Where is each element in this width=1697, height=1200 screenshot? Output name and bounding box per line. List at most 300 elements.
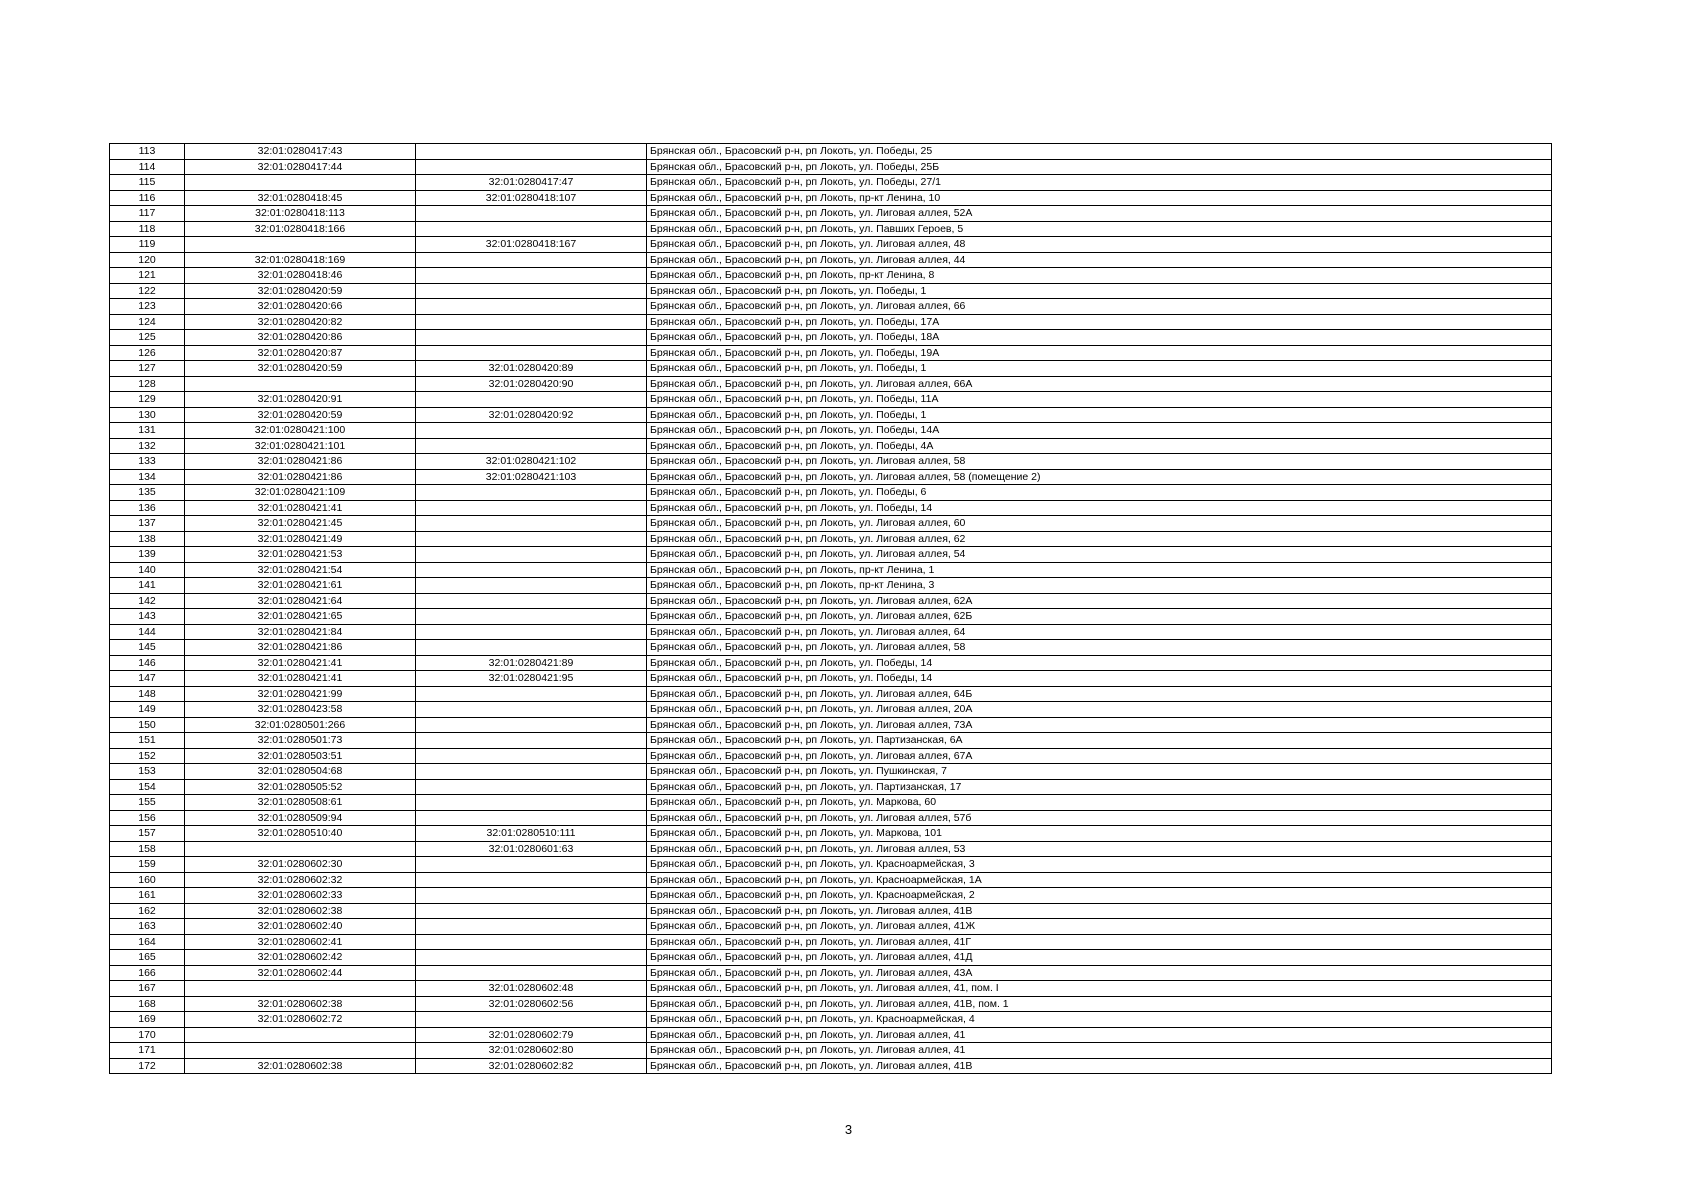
- related-cadastral-number-cell: 32:01:0280510:111: [416, 826, 647, 842]
- related-cadastral-number-cell: [416, 330, 647, 346]
- table-row: [110, 934, 1552, 950]
- address-cell: Брянская обл., Брасовский р-н, рп Локоть, пр-кт Ленина, 1: [647, 562, 1552, 578]
- table-row: [110, 407, 1552, 423]
- row-number-cell: 153: [110, 764, 185, 780]
- row-number-cell: 155: [110, 795, 185, 811]
- related-cadastral-number-cell: 32:01:0280421:89: [416, 655, 647, 671]
- related-cadastral-number-cell: 32:01:0280418:167: [416, 237, 647, 253]
- table-row: [110, 593, 1552, 609]
- related-cadastral-number-cell: [416, 283, 647, 299]
- table-row: [110, 655, 1552, 671]
- table-row: [110, 206, 1552, 222]
- row-number-cell: 168: [110, 996, 185, 1012]
- related-cadastral-number-cell: [416, 934, 647, 950]
- table-row: [110, 702, 1552, 718]
- address-cell: Брянская обл., Брасовский р-н, рп Локоть, ул. Лиговая аллея, 58: [647, 640, 1552, 656]
- table-row: [110, 252, 1552, 268]
- address-cell: Брянская обл., Брасовский р-н, рп Локоть, ул. Лиговая аллея, 66: [647, 299, 1552, 315]
- row-number-cell: 170: [110, 1027, 185, 1043]
- table-row: [110, 562, 1552, 578]
- related-cadastral-number-cell: [416, 872, 647, 888]
- table-row: [110, 888, 1552, 904]
- related-cadastral-number-cell: [416, 733, 647, 749]
- cadastral-number-cell: 32:01:0280417:43: [185, 144, 416, 160]
- row-number-cell: 135: [110, 485, 185, 501]
- cadastral-number-cell: 32:01:0280420:66: [185, 299, 416, 315]
- related-cadastral-number-cell: [416, 423, 647, 439]
- table-row: [110, 857, 1552, 873]
- cadastral-number-cell: 32:01:0280418:45: [185, 190, 416, 206]
- related-cadastral-number-cell: 32:01:0280602:56: [416, 996, 647, 1012]
- table-row: [110, 810, 1552, 826]
- table-row: [110, 671, 1552, 687]
- address-cell: Брянская обл., Брасовский р-н, рп Локоть, ул. Лиговая аллея, 41В: [647, 903, 1552, 919]
- row-number-cell: 141: [110, 578, 185, 594]
- row-number-cell: 169: [110, 1012, 185, 1028]
- cadastral-number-cell: 32:01:0280509:94: [185, 810, 416, 826]
- address-cell: Брянская обл., Брасовский р-н, рп Локоть, ул. Красноармейская, 1А: [647, 872, 1552, 888]
- address-cell: Брянская обл., Брасовский р-н, рп Локоть, ул. Лиговая аллея, 41: [647, 1027, 1552, 1043]
- cadastral-number-cell: [185, 237, 416, 253]
- related-cadastral-number-cell: 32:01:0280420:89: [416, 361, 647, 377]
- row-number-cell: 129: [110, 392, 185, 408]
- related-cadastral-number-cell: 32:01:0280602:82: [416, 1058, 647, 1074]
- cadastral-number-cell: 32:01:0280420:59: [185, 361, 416, 377]
- cadastral-number-cell: 32:01:0280602:41: [185, 934, 416, 950]
- table-row: [110, 485, 1552, 501]
- row-number-cell: 161: [110, 888, 185, 904]
- cadastral-number-cell: 32:01:0280421:54: [185, 562, 416, 578]
- related-cadastral-number-cell: 32:01:0280420:90: [416, 376, 647, 392]
- table-row: [110, 981, 1552, 997]
- table-row: [110, 330, 1552, 346]
- table-row: [110, 624, 1552, 640]
- row-number-cell: 137: [110, 516, 185, 532]
- cadastral-number-cell: 32:01:0280501:73: [185, 733, 416, 749]
- cadastral-number-cell: [185, 376, 416, 392]
- related-cadastral-number-cell: [416, 299, 647, 315]
- address-cell: Брянская обл., Брасовский р-н, рп Локоть, ул. Лиговая аллея, 41Д: [647, 950, 1552, 966]
- row-number-cell: 126: [110, 345, 185, 361]
- cadastral-number-cell: 32:01:0280602:44: [185, 965, 416, 981]
- related-cadastral-number-cell: [416, 764, 647, 780]
- table-row: [110, 748, 1552, 764]
- address-cell: Брянская обл., Брасовский р-н, рп Локоть, ул. Маркова, 60: [647, 795, 1552, 811]
- row-number-cell: 145: [110, 640, 185, 656]
- related-cadastral-number-cell: [416, 702, 647, 718]
- related-cadastral-number-cell: [416, 950, 647, 966]
- related-cadastral-number-cell: 32:01:0280417:47: [416, 175, 647, 191]
- cadastral-number-cell: 32:01:0280421:99: [185, 686, 416, 702]
- table-row: [110, 531, 1552, 547]
- address-cell: Брянская обл., Брасовский р-н, рп Локоть, ул. Лиговая аллея, 62: [647, 531, 1552, 547]
- address-cell: Брянская обл., Брасовский р-н, рп Локоть, ул. Лиговая аллея, 53: [647, 841, 1552, 857]
- cadastral-number-cell: 32:01:0280421:61: [185, 578, 416, 594]
- related-cadastral-number-cell: [416, 547, 647, 563]
- address-cell: Брянская обл., Брасовский р-н, рп Локоть, пр-кт Ленина, 10: [647, 190, 1552, 206]
- table-row: [110, 779, 1552, 795]
- related-cadastral-number-cell: 32:01:0280602:80: [416, 1043, 647, 1059]
- table-row: [110, 609, 1552, 625]
- row-number-cell: 122: [110, 283, 185, 299]
- related-cadastral-number-cell: 32:01:0280602:79: [416, 1027, 647, 1043]
- cadastral-number-cell: 32:01:0280602:72: [185, 1012, 416, 1028]
- cadastral-number-cell: 32:01:0280420:87: [185, 345, 416, 361]
- row-number-cell: 114: [110, 159, 185, 175]
- table-row: [110, 903, 1552, 919]
- related-cadastral-number-cell: 32:01:0280418:107: [416, 190, 647, 206]
- row-number-cell: 163: [110, 919, 185, 935]
- row-number-cell: 115: [110, 175, 185, 191]
- table-row: [110, 872, 1552, 888]
- address-cell: Брянская обл., Брасовский р-н, рп Локоть, ул. Лиговая аллея, 57б: [647, 810, 1552, 826]
- table-row: [110, 283, 1552, 299]
- related-cadastral-number-cell: [416, 919, 647, 935]
- cadastral-number-cell: [185, 1043, 416, 1059]
- address-cell: Брянская обл., Брасовский р-н, рп Локоть, ул. Лиговая аллея, 66А: [647, 376, 1552, 392]
- address-cell: Брянская обл., Брасовский р-н, рп Локоть, ул. Лиговая аллея, 58: [647, 454, 1552, 470]
- address-cell: Брянская обл., Брасовский р-н, рп Локоть, ул. Лиговая аллея, 64: [647, 624, 1552, 640]
- row-number-cell: 130: [110, 407, 185, 423]
- cadastral-number-cell: 32:01:0280420:91: [185, 392, 416, 408]
- table-row: [110, 1012, 1552, 1028]
- cadastral-number-cell: 32:01:0280602:40: [185, 919, 416, 935]
- related-cadastral-number-cell: [416, 392, 647, 408]
- related-cadastral-number-cell: 32:01:0280420:92: [416, 407, 647, 423]
- related-cadastral-number-cell: [416, 748, 647, 764]
- table-row: [110, 454, 1552, 470]
- cadastral-number-cell: 32:01:0280602:38: [185, 903, 416, 919]
- address-cell: Брянская обл., Брасовский р-н, рп Локоть, ул. Лиговая аллея, 52А: [647, 206, 1552, 222]
- cadastral-number-cell: 32:01:0280418:113: [185, 206, 416, 222]
- address-cell: Брянская обл., Брасовский р-н, рп Локоть, ул. Победы, 14: [647, 500, 1552, 516]
- cadastral-number-cell: 32:01:0280420:59: [185, 407, 416, 423]
- address-cell: Брянская обл., Брасовский р-н, рп Локоть, ул. Победы, 6: [647, 485, 1552, 501]
- row-number-cell: 159: [110, 857, 185, 873]
- row-number-cell: 119: [110, 237, 185, 253]
- related-cadastral-number-cell: [416, 500, 647, 516]
- address-cell: Брянская обл., Брасовский р-н, рп Локоть, ул. Лиговая аллея, 62А: [647, 593, 1552, 609]
- related-cadastral-number-cell: [416, 268, 647, 284]
- cadastral-number-cell: 32:01:0280421:101: [185, 438, 416, 454]
- address-cell: Брянская обл., Брасовский р-н, рп Локоть, ул. Лиговая аллея, 41В: [647, 1058, 1552, 1074]
- row-number-cell: 152: [110, 748, 185, 764]
- row-number-cell: 142: [110, 593, 185, 609]
- cadastral-number-cell: 32:01:0280421:100: [185, 423, 416, 439]
- address-cell: Брянская обл., Брасовский р-н, рп Локоть, ул. Победы, 1: [647, 361, 1552, 377]
- address-cell: Брянская обл., Брасовский р-н, рп Локоть, ул. Лиговая аллея, 64Б: [647, 686, 1552, 702]
- address-cell: Брянская обл., Брасовский р-н, рп Локоть, ул. Победы, 25: [647, 144, 1552, 160]
- address-cell: Брянская обл., Брасовский р-н, рп Локоть, ул. Партизанская, 6А: [647, 733, 1552, 749]
- cadastral-number-cell: 32:01:0280421:45: [185, 516, 416, 532]
- cadastral-number-cell: 32:01:0280602:38: [185, 996, 416, 1012]
- table-row: [110, 1058, 1552, 1074]
- table-row: [110, 299, 1552, 315]
- cadastral-number-cell: 32:01:0280417:44: [185, 159, 416, 175]
- cadastral-number-cell: 32:01:0280504:68: [185, 764, 416, 780]
- related-cadastral-number-cell: [416, 206, 647, 222]
- cadastral-number-cell: 32:01:0280508:61: [185, 795, 416, 811]
- table-row: [110, 159, 1552, 175]
- cadastral-number-cell: [185, 841, 416, 857]
- related-cadastral-number-cell: [416, 144, 647, 160]
- address-cell: Брянская обл., Брасовский р-н, рп Локоть, ул. Лиговая аллея, 58 (помещение 2): [647, 469, 1552, 485]
- address-cell: Брянская обл., Брасовский р-н, рп Локоть, ул. Лиговая аллея, 62Б: [647, 609, 1552, 625]
- cadastral-number-cell: 32:01:0280505:52: [185, 779, 416, 795]
- table-row: [110, 950, 1552, 966]
- table-row: [110, 547, 1552, 563]
- address-cell: Брянская обл., Брасовский р-н, рп Локоть, ул. Лиговая аллея, 41: [647, 1043, 1552, 1059]
- table-row: [110, 500, 1552, 516]
- row-number-cell: 171: [110, 1043, 185, 1059]
- row-number-cell: 165: [110, 950, 185, 966]
- address-cell: Брянская обл., Брасовский р-н, рп Локоть, ул. Победы, 19А: [647, 345, 1552, 361]
- row-number-cell: 144: [110, 624, 185, 640]
- table-row: [110, 733, 1552, 749]
- table-row: [110, 392, 1552, 408]
- table-row: [110, 826, 1552, 842]
- row-number-cell: 143: [110, 609, 185, 625]
- cadastral-number-cell: 32:01:0280602:38: [185, 1058, 416, 1074]
- table-body: [110, 144, 1552, 1074]
- address-cell: Брянская обл., Брасовский р-н, рп Локоть, ул. Красноармейская, 2: [647, 888, 1552, 904]
- table-row: [110, 919, 1552, 935]
- address-cell: Брянская обл., Брасовский р-н, рп Локоть, ул. Лиговая аллея, 43А: [647, 965, 1552, 981]
- address-cell: Брянская обл., Брасовский р-н, рп Локоть, ул. Лиговая аллея, 48: [647, 237, 1552, 253]
- row-number-cell: 118: [110, 221, 185, 237]
- row-number-cell: 128: [110, 376, 185, 392]
- row-number-cell: 149: [110, 702, 185, 718]
- related-cadastral-number-cell: 32:01:0280601:63: [416, 841, 647, 857]
- related-cadastral-number-cell: [416, 578, 647, 594]
- row-number-cell: 136: [110, 500, 185, 516]
- related-cadastral-number-cell: [416, 221, 647, 237]
- table-row: [110, 438, 1552, 454]
- cadastral-number-cell: 32:01:0280421:109: [185, 485, 416, 501]
- address-cell: Брянская обл., Брасовский р-н, рп Локоть, ул. Победы, 14: [647, 655, 1552, 671]
- cadastral-number-cell: 32:01:0280421:49: [185, 531, 416, 547]
- address-cell: Брянская обл., Брасовский р-н, рп Локоть, ул. Победы, 25Б: [647, 159, 1552, 175]
- table-row: [110, 578, 1552, 594]
- cadastral-number-cell: 32:01:0280421:41: [185, 500, 416, 516]
- address-cell: Брянская обл., Брасовский р-н, рп Локоть, ул. Маркова, 101: [647, 826, 1552, 842]
- address-cell: Брянская обл., Брасовский р-н, рп Локоть, ул. Лиговая аллея, 41В, пом. 1: [647, 996, 1552, 1012]
- cadastral-number-cell: 32:01:0280602:42: [185, 950, 416, 966]
- row-number-cell: 120: [110, 252, 185, 268]
- row-number-cell: 162: [110, 903, 185, 919]
- table-row: [110, 841, 1552, 857]
- page-number: 3: [844, 1122, 853, 1137]
- cadastral-number-cell: 32:01:0280421:64: [185, 593, 416, 609]
- row-number-cell: 113: [110, 144, 185, 160]
- row-number-cell: 116: [110, 190, 185, 206]
- related-cadastral-number-cell: [416, 857, 647, 873]
- row-number-cell: 124: [110, 314, 185, 330]
- table-row: [110, 516, 1552, 532]
- cadastral-number-cell: 32:01:0280421:84: [185, 624, 416, 640]
- row-number-cell: 160: [110, 872, 185, 888]
- row-number-cell: 151: [110, 733, 185, 749]
- row-number-cell: 132: [110, 438, 185, 454]
- related-cadastral-number-cell: [416, 438, 647, 454]
- cadastral-number-cell: 32:01:0280421:65: [185, 609, 416, 625]
- row-number-cell: 166: [110, 965, 185, 981]
- address-cell: Брянская обл., Брасовский р-н, рп Локоть, ул. Красноармейская, 4: [647, 1012, 1552, 1028]
- address-cell: Брянская обл., Брасовский р-н, рп Локоть, ул. Партизанская, 17: [647, 779, 1552, 795]
- related-cadastral-number-cell: [416, 795, 647, 811]
- address-cell: Брянская обл., Брасовский р-н, рп Локоть, ул. Победы, 14: [647, 671, 1552, 687]
- row-number-cell: 154: [110, 779, 185, 795]
- related-cadastral-number-cell: [416, 640, 647, 656]
- related-cadastral-number-cell: [416, 888, 647, 904]
- table-row: [110, 764, 1552, 780]
- address-cell: Брянская обл., Брасовский р-н, рп Локоть, пр-кт Ленина, 3: [647, 578, 1552, 594]
- related-cadastral-number-cell: 32:01:0280602:48: [416, 981, 647, 997]
- cadastral-number-cell: 32:01:0280421:41: [185, 671, 416, 687]
- row-number-cell: 164: [110, 934, 185, 950]
- address-cell: Брянская обл., Брасовский р-н, рп Локоть, ул. Победы, 11А: [647, 392, 1552, 408]
- address-cell: Брянская обл., Брасовский р-н, рп Локоть, ул. Лиговая аллея, 41Г: [647, 934, 1552, 950]
- row-number-cell: 156: [110, 810, 185, 826]
- cadastral-number-cell: 32:01:0280501:266: [185, 717, 416, 733]
- address-cell: Брянская обл., Брасовский р-н, рп Локоть, ул. Лиговая аллея, 41Ж: [647, 919, 1552, 935]
- related-cadastral-number-cell: [416, 531, 647, 547]
- related-cadastral-number-cell: [416, 717, 647, 733]
- row-number-cell: 139: [110, 547, 185, 563]
- table-row: [110, 237, 1552, 253]
- table-row: [110, 717, 1552, 733]
- related-cadastral-number-cell: [416, 516, 647, 532]
- address-cell: Брянская обл., Брасовский р-н, рп Локоть, ул. Победы, 17А: [647, 314, 1552, 330]
- table-row: [110, 190, 1552, 206]
- address-cell: Брянская обл., Брасовский р-н, рп Локоть, ул. Лиговая аллея, 41, пом. I: [647, 981, 1552, 997]
- related-cadastral-number-cell: [416, 593, 647, 609]
- address-cell: Брянская обл., Брасовский р-н, рп Локоть, ул. Победы, 18А: [647, 330, 1552, 346]
- address-cell: Брянская обл., Брасовский р-н, рп Локоть, ул. Победы, 4А: [647, 438, 1552, 454]
- table-row: [110, 144, 1552, 160]
- table-row: [110, 965, 1552, 981]
- row-number-cell: 148: [110, 686, 185, 702]
- row-number-cell: 125: [110, 330, 185, 346]
- table-row: [110, 376, 1552, 392]
- related-cadastral-number-cell: [416, 903, 647, 919]
- cadastral-number-cell: 32:01:0280602:32: [185, 872, 416, 888]
- related-cadastral-number-cell: [416, 314, 647, 330]
- table-row: [110, 996, 1552, 1012]
- cadastral-number-cell: 32:01:0280421:53: [185, 547, 416, 563]
- cadastral-number-cell: 32:01:0280421:86: [185, 640, 416, 656]
- table-row: [110, 423, 1552, 439]
- row-number-cell: 167: [110, 981, 185, 997]
- cadastral-number-cell: 32:01:0280418:166: [185, 221, 416, 237]
- address-cell: Брянская обл., Брасовский р-н, рп Локоть, ул. Победы, 27/1: [647, 175, 1552, 191]
- table-row: [110, 795, 1552, 811]
- related-cadastral-number-cell: 32:01:0280421:95: [416, 671, 647, 687]
- row-number-cell: 138: [110, 531, 185, 547]
- related-cadastral-number-cell: [416, 345, 647, 361]
- row-number-cell: 134: [110, 469, 185, 485]
- row-number-cell: 158: [110, 841, 185, 857]
- row-number-cell: 121: [110, 268, 185, 284]
- row-number-cell: 117: [110, 206, 185, 222]
- row-number-cell: 131: [110, 423, 185, 439]
- address-cell: Брянская обл., Брасовский р-н, рп Локоть, ул. Лиговая аллея, 44: [647, 252, 1552, 268]
- cadastral-number-cell: [185, 981, 416, 997]
- table-row: [110, 686, 1552, 702]
- address-cell: Брянская обл., Брасовский р-н, рп Локоть, ул. Победы, 1: [647, 283, 1552, 299]
- table-row: [110, 175, 1552, 191]
- cadastral-number-cell: [185, 1027, 416, 1043]
- cadastral-number-cell: [185, 175, 416, 191]
- cadastral-number-cell: 32:01:0280420:59: [185, 283, 416, 299]
- cadastral-number-cell: 32:01:0280423:58: [185, 702, 416, 718]
- address-cell: Брянская обл., Брасовский р-н, рп Локоть, ул. Лиговая аллея, 67А: [647, 748, 1552, 764]
- cadastral-number-cell: 32:01:0280421:86: [185, 469, 416, 485]
- row-number-cell: 150: [110, 717, 185, 733]
- related-cadastral-number-cell: [416, 965, 647, 981]
- cadastral-number-cell: 32:01:0280510:40: [185, 826, 416, 842]
- address-cell: Брянская обл., Брасовский р-н, рп Локоть, ул. Лиговая аллея, 60: [647, 516, 1552, 532]
- address-cell: Брянская обл., Брасовский р-н, рп Локоть, ул. Лиговая аллея, 20А: [647, 702, 1552, 718]
- related-cadastral-number-cell: [416, 562, 647, 578]
- cadastral-number-cell: 32:01:0280503:51: [185, 748, 416, 764]
- table-row: [110, 640, 1552, 656]
- address-cell: Брянская обл., Брасовский р-н, рп Локоть, ул. Лиговая аллея, 54: [647, 547, 1552, 563]
- related-cadastral-number-cell: [416, 686, 647, 702]
- address-cell: Брянская обл., Брасовский р-н, рп Локоть, ул. Красноармейская, 3: [647, 857, 1552, 873]
- address-cell: Брянская обл., Брасовский р-н, рп Локоть, ул. Лиговая аллея, 73А: [647, 717, 1552, 733]
- cadastral-number-cell: 32:01:0280418:46: [185, 268, 416, 284]
- row-number-cell: 146: [110, 655, 185, 671]
- address-cell: Брянская обл., Брасовский р-н, рп Локоть, ул. Победы, 1: [647, 407, 1552, 423]
- address-cell: Брянская обл., Брасовский р-н, рп Локоть, пр-кт Ленина, 8: [647, 268, 1552, 284]
- row-number-cell: 123: [110, 299, 185, 315]
- table-row: [110, 1043, 1552, 1059]
- related-cadastral-number-cell: [416, 624, 647, 640]
- table-row: [110, 221, 1552, 237]
- row-number-cell: 133: [110, 454, 185, 470]
- cadastral-number-cell: 32:01:0280602:30: [185, 857, 416, 873]
- table-row: [110, 345, 1552, 361]
- cadastral-number-cell: 32:01:0280421:41: [185, 655, 416, 671]
- table-row: [110, 314, 1552, 330]
- related-cadastral-number-cell: [416, 252, 647, 268]
- cadastral-number-cell: 32:01:0280420:82: [185, 314, 416, 330]
- row-number-cell: 147: [110, 671, 185, 687]
- address-cell: Брянская обл., Брасовский р-н, рп Локоть, ул. Победы, 14А: [647, 423, 1552, 439]
- related-cadastral-number-cell: 32:01:0280421:103: [416, 469, 647, 485]
- row-number-cell: 127: [110, 361, 185, 377]
- related-cadastral-number-cell: [416, 485, 647, 501]
- table-row: [110, 1027, 1552, 1043]
- row-number-cell: 140: [110, 562, 185, 578]
- data-table: [109, 143, 1552, 1074]
- address-cell: Брянская обл., Брасовский р-н, рп Локоть, ул. Пушкинская, 7: [647, 764, 1552, 780]
- cadastral-number-cell: 32:01:0280421:86: [185, 454, 416, 470]
- cadastral-number-cell: 32:01:0280418:169: [185, 252, 416, 268]
- cadastral-number-cell: 32:01:0280420:86: [185, 330, 416, 346]
- related-cadastral-number-cell: [416, 609, 647, 625]
- cadastral-number-cell: 32:01:0280602:33: [185, 888, 416, 904]
- address-cell: Брянская обл., Брасовский р-н, рп Локоть, ул. Павших Героев, 5: [647, 221, 1552, 237]
- table-row: [110, 268, 1552, 284]
- related-cadastral-number-cell: [416, 810, 647, 826]
- row-number-cell: 172: [110, 1058, 185, 1074]
- related-cadastral-number-cell: [416, 779, 647, 795]
- row-number-cell: 157: [110, 826, 185, 842]
- related-cadastral-number-cell: [416, 159, 647, 175]
- table-row: [110, 361, 1552, 377]
